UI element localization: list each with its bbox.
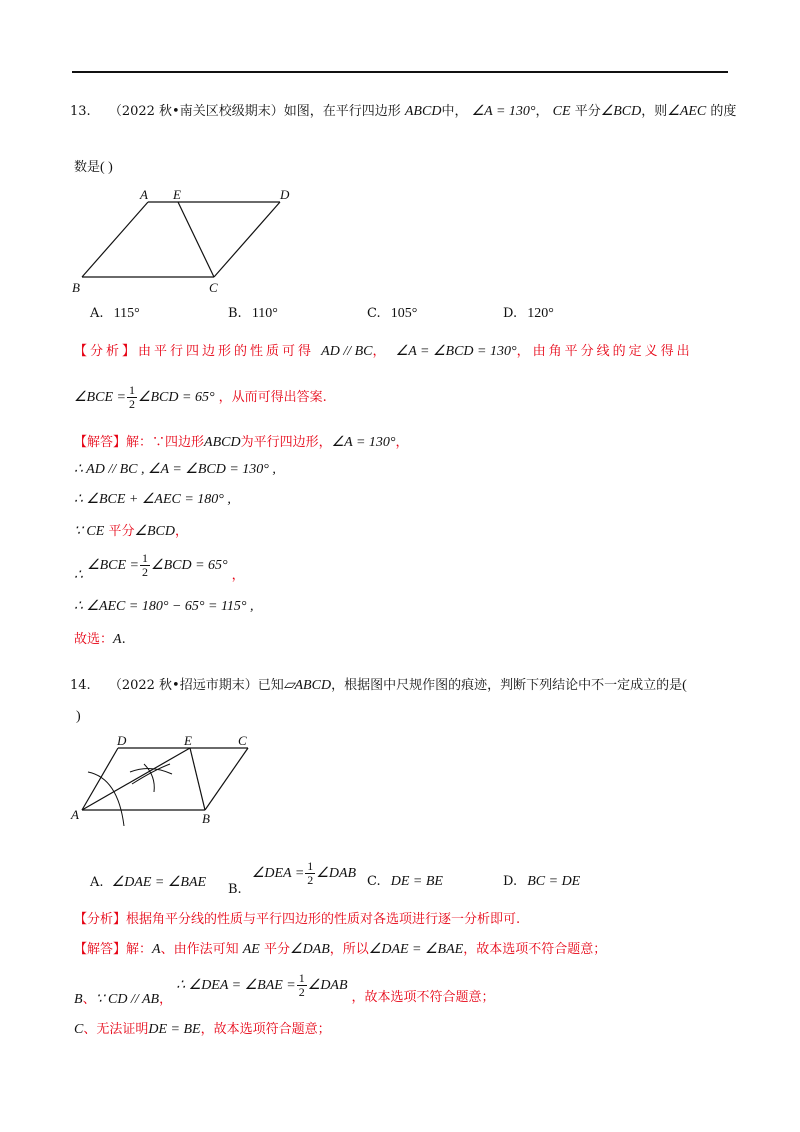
q13-analysis-line2 (74, 384, 327, 411)
solution-math: ∠BCD = 65° (151, 558, 228, 573)
q14-option-c[interactable] (367, 874, 443, 890)
option-value: 115° (113, 306, 140, 321)
segment-ae (82, 748, 190, 810)
q13-option-d[interactable] (503, 306, 554, 322)
point-label-e: E (184, 734, 192, 748)
solution-text: 为平行四边形， (240, 435, 332, 450)
solution-math: ∵ CE (74, 524, 105, 539)
solution-tag: 【解答】 (74, 942, 127, 957)
analysis-math: ∠BCE = (74, 390, 126, 405)
option-letter: D. (503, 306, 518, 321)
q13-solution-line6: ∴ ∠AEC = 180° − 65° = 115° , (74, 599, 254, 614)
option-letter: D. (503, 874, 518, 889)
analysis-tag: 【分析】 (74, 344, 139, 359)
point-label-a: A (71, 807, 79, 822)
fraction-denominator: 2 (298, 985, 305, 999)
q13-solution-line2: ∴ AD // BC , ∠A = ∠BCD = 130° , (74, 462, 276, 477)
solution-math: ∴ ∠DEA = ∠BAE = (176, 978, 296, 993)
q13-stem-text: ， (535, 104, 549, 119)
solution-math: AE (242, 942, 260, 957)
option-letter: A. (90, 875, 104, 890)
header-rule (72, 71, 728, 73)
segment-da (82, 748, 118, 810)
point-label-a: A (140, 187, 148, 202)
option-letter: B. (228, 306, 242, 321)
fraction-denominator: 2 (142, 565, 149, 579)
solution-math: ∠BCE = (87, 558, 140, 573)
solution-math: A (113, 632, 122, 647)
fraction-denominator: 2 (307, 873, 314, 887)
q14-option-b[interactable] (228, 859, 357, 897)
q14-solution-line1 (74, 938, 606, 958)
q14-construction-figure (68, 734, 288, 832)
q13-option-c[interactable] (367, 306, 417, 322)
q13-math: CE (552, 104, 571, 119)
segment-ab (82, 202, 148, 277)
solution-math: ∴ (74, 568, 83, 583)
point-label-b: B (202, 811, 210, 826)
solution-text: 平分 (108, 524, 135, 539)
solution-math: ∠A = 130° (331, 435, 396, 450)
option-value: 110° (251, 306, 278, 321)
solution-math: ABCD (204, 435, 241, 450)
q13-math: ∠BCD (600, 104, 642, 119)
analysis-math: ∠A = ∠BCD = 130° (395, 344, 517, 359)
q14-solution-line3 (74, 1018, 331, 1038)
solution-text: ， (231, 568, 245, 583)
q14-number: 14. (70, 678, 91, 693)
point-label-d: D (280, 187, 290, 202)
solution-text: 、无法证明 (83, 1022, 149, 1037)
solution-math: ∠DAB (307, 978, 348, 993)
point-label-c: C (238, 734, 247, 748)
q13-parallelogram-figure (68, 184, 298, 296)
solution-text: 解：∵四边形 (126, 435, 205, 450)
fraction-half (140, 552, 150, 579)
analysis-text: 由平行四边形的性质可得 (138, 344, 315, 359)
q13-stem-text: 如图，在平行四边形 (283, 104, 401, 119)
option-letter: B. (228, 882, 242, 897)
option-value: ∠DAE = ∠BAE (111, 875, 207, 890)
solution-math: B (74, 992, 83, 1007)
q13-stem-text: 平分 (574, 104, 601, 119)
solution-text: . (121, 632, 126, 647)
option-value: ∠DAB (316, 866, 357, 881)
q13-source: （2022 秋•南关区校级期末） (108, 104, 284, 119)
option-value: DE = BE (390, 874, 443, 889)
q13-option-b[interactable] (228, 306, 278, 322)
compass-arc-large (88, 772, 124, 826)
solution-text: ，故本选项不符合题意； (351, 990, 495, 1005)
solution-text: 、 (82, 992, 96, 1007)
analysis-text: ，从而可得出答案. (218, 390, 327, 405)
option-letter: C. (367, 306, 381, 321)
point-label-b: B (72, 280, 80, 295)
solution-text: ，故本选项不符合题意； (463, 942, 607, 957)
fraction-numerator: 1 (298, 971, 305, 985)
q13-answer-paren: ( ) (100, 160, 113, 175)
analysis-math: ∠BCD = 65° (137, 390, 215, 405)
solution-math: ∠DAB (290, 942, 330, 957)
fraction-numerator: 1 (307, 859, 314, 873)
q13-option-a[interactable] (90, 306, 140, 322)
q13-math: ABCD (404, 104, 442, 119)
fraction-half (305, 860, 315, 887)
segment-ec (178, 202, 214, 277)
q14-stem-text: ，根据图中尺规作图的痕迹，判断下列结论中不一定成立的是 (331, 678, 683, 693)
q13-analysis-line1 (74, 340, 693, 360)
q13-math: ∠AEC (667, 104, 707, 119)
analysis-math: AD // BC (321, 344, 373, 359)
q14-stem-line1 (70, 674, 687, 694)
point-label-d: D (117, 734, 127, 748)
option-value: ∠DEA = (251, 866, 305, 881)
q14-option-d[interactable] (503, 874, 580, 890)
fraction-denominator: 2 (128, 397, 135, 411)
solution-math: ∠DAE = ∠BAE (368, 942, 464, 957)
solution-tag: 【解答】 (74, 435, 127, 450)
analysis-text: ，由角平分线的定义得出 (516, 344, 693, 359)
q14-stem-text: 已知 (257, 678, 284, 693)
solution-math: A (152, 942, 161, 957)
solution-math: DE = BE (148, 1022, 201, 1037)
solution-text: 平分 (264, 942, 291, 957)
q14-answer-paren: ( (682, 678, 687, 693)
analysis-tag: 【分析】 (74, 912, 127, 927)
segment-eb (190, 748, 205, 810)
q13-math: ∠A = 130° (471, 104, 536, 119)
solution-math: ∵ CD // AB (95, 992, 160, 1007)
solution-text: ， (395, 435, 409, 450)
analysis-text: ， (372, 344, 389, 359)
q13-stem-text: 的度 (710, 104, 737, 119)
solution-text: ， (175, 524, 189, 539)
option-value: BC = DE (527, 874, 581, 889)
analysis-text: 根据角平分线的性质与平行四边形的性质对各选项进行逐一分析即可. (126, 912, 521, 927)
q14-analysis (74, 908, 520, 927)
q13-number: 13. (70, 104, 91, 119)
option-letter: A. (90, 306, 104, 321)
q13-stem-text: 数是 (74, 160, 101, 175)
solution-text: ，所以 (329, 942, 369, 957)
q13-solution-line3: ∴ ∠BCE + ∠AEC = 180° , (74, 492, 231, 507)
q13-solution-line4 (74, 520, 188, 540)
q14-answer-paren-close: ) (76, 709, 81, 724)
fraction-half (297, 972, 307, 999)
solution-text: ， (159, 992, 173, 1007)
q13-stem-text: 中， (441, 104, 468, 119)
option-value: 120° (527, 306, 554, 321)
solution-math: C (74, 1022, 84, 1037)
fraction-half (127, 384, 137, 411)
q13-stem-line1 (70, 100, 736, 120)
point-label-e: E (173, 187, 181, 202)
q14-option-a[interactable] (90, 874, 206, 891)
solution-text: ，故本选项符合题意； (200, 1022, 331, 1037)
q14-solution-line2 (74, 971, 495, 1007)
option-value: 105° (390, 306, 418, 321)
option-letter: C. (367, 874, 381, 889)
q13-solution-line1 (74, 431, 409, 451)
q13-stem-text: ，则 (641, 104, 668, 119)
solution-math: ∠BCD (134, 524, 176, 539)
fraction-numerator: 1 (142, 551, 149, 565)
solution-text: 、由作法可知 (160, 942, 239, 957)
q13-solution-line5 (74, 551, 245, 583)
q14-source: （2022 秋•招远市期末） (108, 678, 258, 693)
fraction-numerator: 1 (128, 383, 135, 397)
q14-math: ▱ABCD (283, 678, 332, 693)
q13-stem-line2 (74, 156, 113, 176)
solution-text: 故选： (74, 632, 114, 647)
solution-text: 解： (126, 942, 153, 957)
segment-dc (214, 202, 280, 277)
segment-cb (205, 748, 248, 810)
point-label-c: C (209, 280, 218, 295)
q13-solution-line7 (74, 628, 126, 648)
